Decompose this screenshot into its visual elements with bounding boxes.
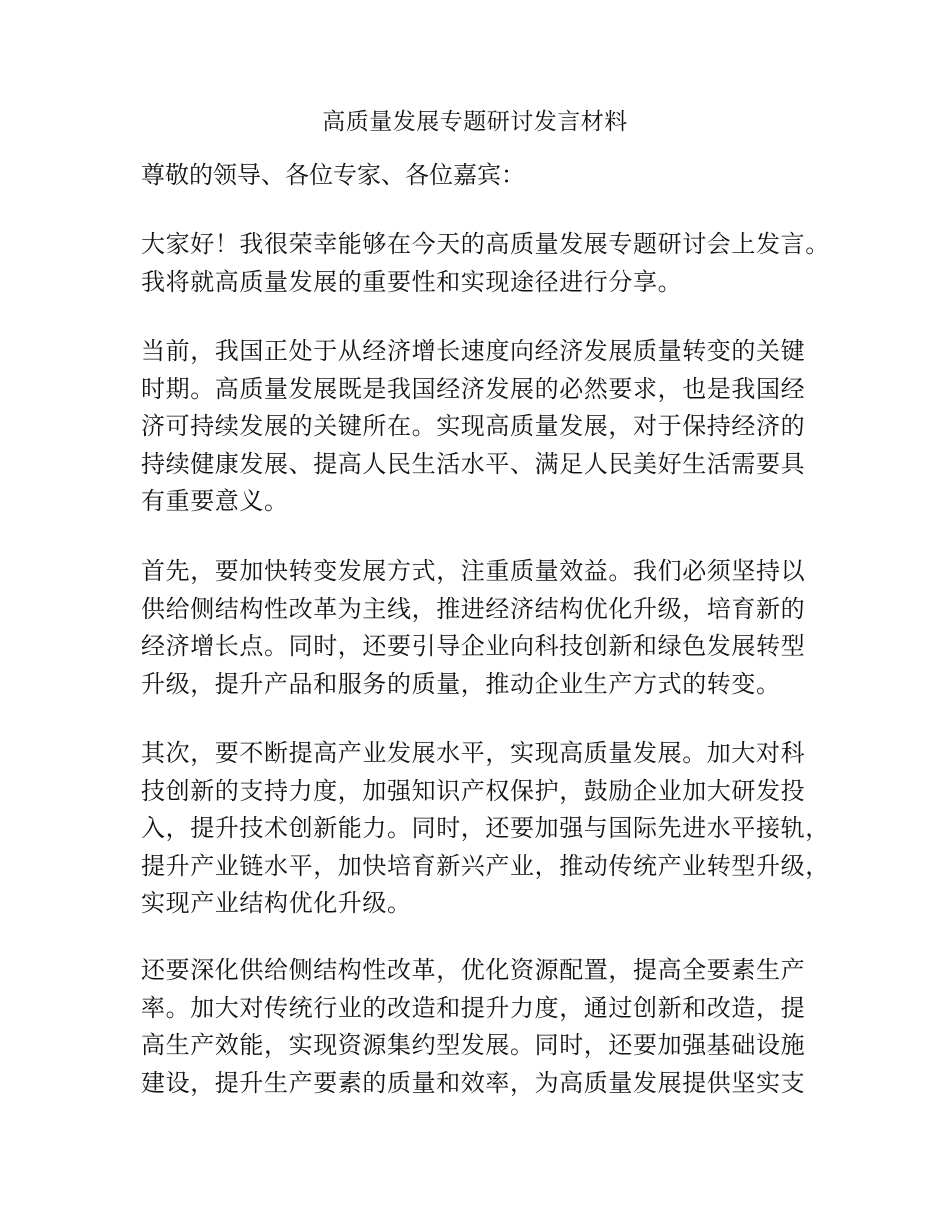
document-title: 高质量发展专题研讨发言材料 xyxy=(322,109,628,135)
paragraph-line: 升级，提升产品和服务的质量，推动企业生产方式的转变。 xyxy=(141,669,781,698)
paragraph-line: 经济增长点。同时，还要引导企业向科技创新和绿色发展转型 xyxy=(141,632,806,660)
paragraph-line: 技创新的支持力度，加强知识产权保护，鼓励企业加大研发投 xyxy=(141,776,806,805)
paragraph-line: 高生产效能，实现资源集约型发展。同时，还要加强基础设施 xyxy=(141,1031,806,1059)
paragraph-line: 大家好！我很荣幸能够在今天的高质量发展专题研讨会上发言。 xyxy=(141,230,830,258)
paragraph-line: 还要深化供给侧结构性改革，优化资源配置，提高全要素生产 xyxy=(141,956,806,984)
paragraph-line: 有重要意义。 xyxy=(141,487,289,515)
paragraph-line: 建设，提升生产要素的质量和效率，为高质量发展提供坚实支 xyxy=(141,1068,806,1097)
paragraph-line: 首先，要加快转变发展方式，注重质量效益。我们必须坚持以 xyxy=(141,557,806,585)
paragraph-line: 实现产业结构优化升级。 xyxy=(141,889,412,917)
paragraph-line: 持续健康发展、提高人民生活水平、满足人民美好生活需要具 xyxy=(141,449,806,478)
paragraph-line: 当前，我国正处于从经济增长速度向经济发展质量转变的关键 xyxy=(141,337,806,365)
paragraph-line: 提升产业链水平，加快培育新兴产业，推动传统产业转型升级， xyxy=(141,851,830,880)
paragraph-line: 其次，要不断提高产业发展水平，实现高质量发展。加大对科 xyxy=(141,739,806,767)
paragraph-line: 供给侧结构性改革为主线，推进经济结构优化升级，培育新的 xyxy=(141,594,806,623)
paragraph-second-point xyxy=(141,735,830,923)
salutation: 尊敬的领导、各位专家、各位嘉宾： xyxy=(141,161,525,189)
paragraph-line: 济可持续发展的关键所在。实现高质量发展，对于保持经济的 xyxy=(141,412,806,440)
paragraph-line: 时期。高质量发展既是我国经济发展的必然要求，也是我国经 xyxy=(141,374,806,403)
paragraph-first-point xyxy=(141,553,821,703)
paragraph-third-point xyxy=(141,952,821,1102)
paragraph-greeting xyxy=(141,226,830,301)
paragraph-line: 入，提升技术创新能力。同时，还要加强与国际先进水平接轨， xyxy=(141,814,830,842)
paragraph-context xyxy=(141,333,821,521)
paragraph-line: 我将就高质量发展的重要性和实现途径进行分享。 xyxy=(141,267,683,296)
paragraph-line: 率。加大对传统行业的改造和提升力度，通过创新和改造，提 xyxy=(141,993,806,1022)
